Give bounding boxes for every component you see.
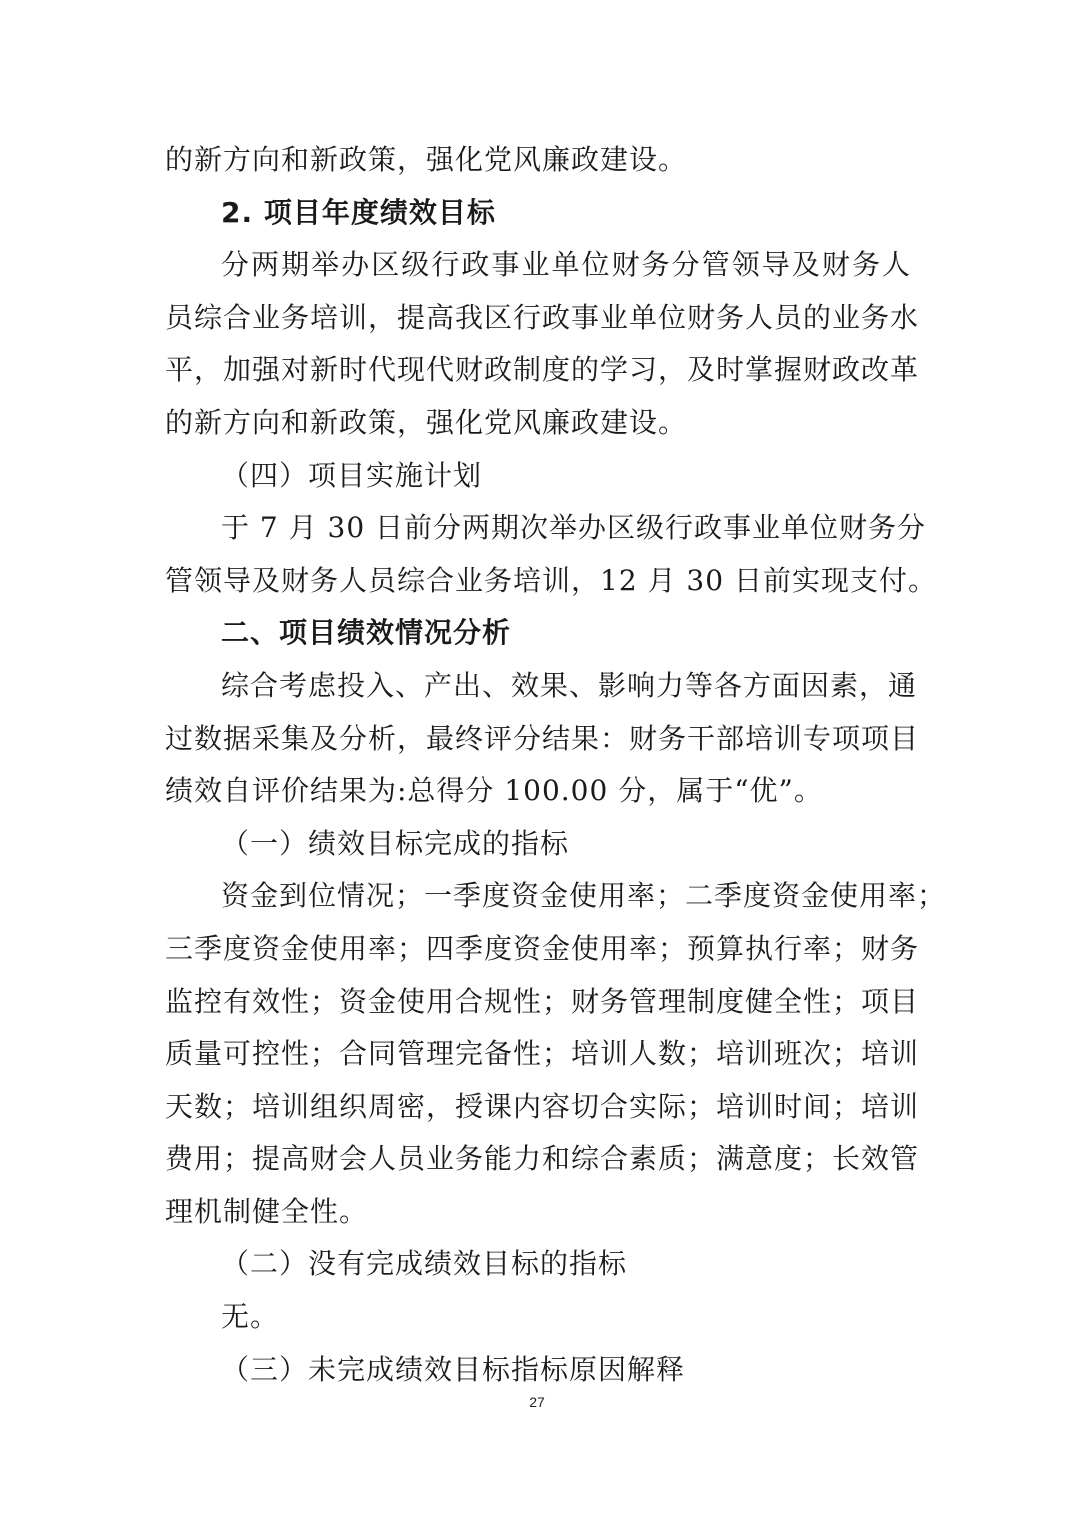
- paragraph-line: 于 7 月 30 日前分两期次举办区级行政事业单位财务分: [221, 511, 927, 545]
- document-body: [165, 134, 947, 1396]
- section-heading: 2. 项目年度绩效目标: [221, 195, 496, 229]
- paragraph-line: 无。: [221, 1300, 280, 1334]
- paragraph-line: 分两期举办区级行政事业单位财务分管领导及财务人: [221, 248, 911, 282]
- subsection-heading: （一）绩效目标完成的指标: [221, 826, 570, 860]
- paragraph-line: 监控有效性；资金使用合规性；财务管理制度健全性；项目: [165, 984, 920, 1018]
- paragraph-line: 天数；培训组织周密，授课内容切合实际；培训时间；培训: [165, 1089, 920, 1123]
- paragraph-line: 平，加强对新时代现代财政制度的学习，及时掌握财政改革: [165, 353, 920, 387]
- subsection-heading: （二）没有完成绩效目标的指标: [221, 1247, 628, 1281]
- paragraph-line: 质量可控性；合同管理完备性；培训人数；培训班次；培训: [165, 1037, 920, 1071]
- paragraph-line: 管领导及财务人员综合业务培训，12 月 30 日前实现支付。: [165, 563, 937, 597]
- paragraph-line: 资金到位情况；一季度资金使用率；二季度资金使用率；: [221, 879, 947, 913]
- subsection-heading: （三）未完成绩效目标指标原因解释: [221, 1352, 686, 1386]
- paragraph-line: 费用；提高财会人员业务能力和综合素质；满意度；长效管: [165, 1142, 920, 1176]
- subsection-heading: （四）项目实施计划: [221, 458, 483, 492]
- paragraph-line: 员综合业务培训，提高我区行政事业单位财务人员的业务水: [165, 300, 920, 334]
- paragraph-line: 综合考虑投入、产出、效果、影响力等各方面因素，通: [221, 668, 918, 702]
- paragraph-line: 的新方向和新政策，强化党风廉政建设。: [165, 143, 688, 176]
- paragraph-line: 理机制健全性。: [165, 1194, 369, 1228]
- paragraph-line: 过数据采集及分析，最终评分结果：财务干部培训专项项目: [165, 721, 920, 755]
- paragraph-line: 绩效自评价结果为:总得分 100.00 分，属于“优”。: [165, 774, 823, 808]
- paragraph-line: 三季度资金使用率；四季度资金使用率；预算执行率；财务: [165, 931, 920, 965]
- page-number: 27: [529, 1394, 545, 1410]
- paragraph-line: 的新方向和新政策，强化党风廉政建设。: [165, 405, 688, 439]
- section-heading: 二、项目绩效情况分析: [221, 616, 512, 650]
